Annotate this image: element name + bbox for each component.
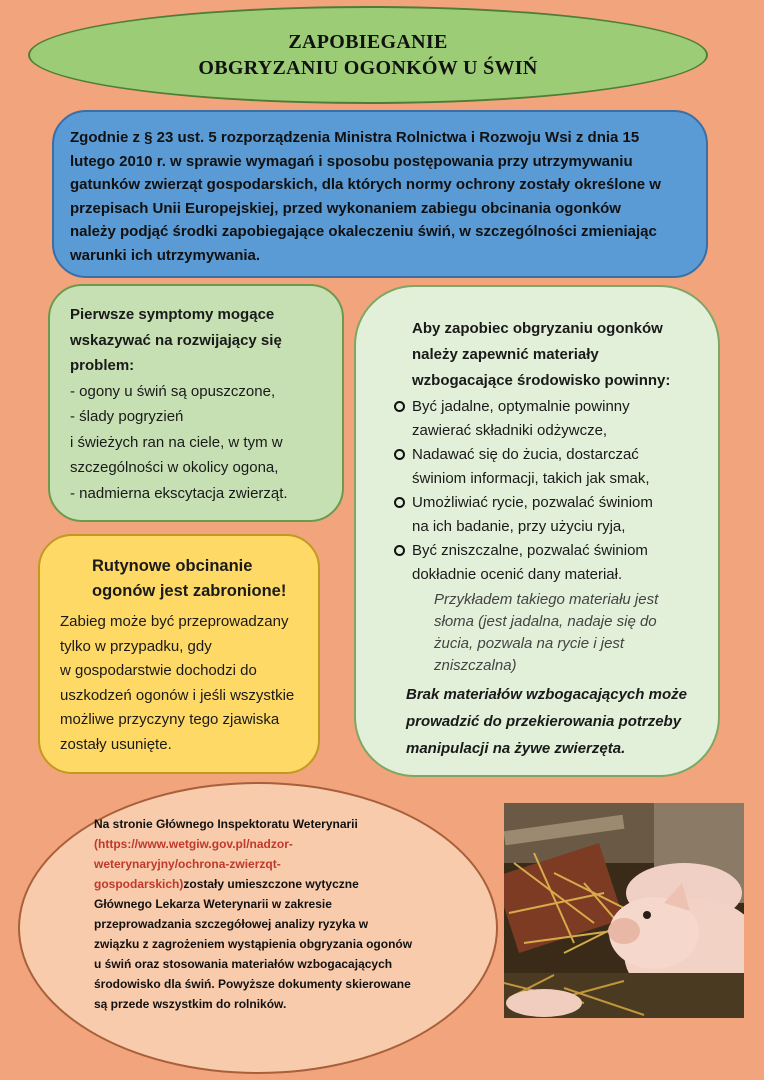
example-line: żucia, pozwala na rycie i jest: [434, 635, 625, 652]
info-line: przeprowadzania szczegółowej analizy ryzyka w: [94, 917, 369, 931]
wetgiw-link-line[interactable]: gospodarskich): [94, 877, 184, 891]
intro-line: gatunków zwierząt gospodarskich, dla których normy ochrony zostały określone w: [70, 176, 661, 193]
intro-line: przepisach Unii Europejskiej, przed wykonaniem zabiegu obcinania ogonków: [70, 199, 621, 217]
circle-bullet-icon: [394, 449, 405, 460]
symptoms-heading-line: problem:: [70, 357, 135, 374]
enrichment-item-line: zawierać składniki odżywcze,: [412, 422, 608, 439]
info-line: zostały umieszczone wytyczne: [183, 877, 359, 891]
example-line: słoma (jest jadalna, nadaje się do: [434, 613, 657, 630]
tail-docking-ban-box: [38, 534, 320, 774]
ban-line: zostały usunięte.: [60, 735, 172, 753]
symptoms-heading-line: Pierwsze symptomy mogące: [70, 306, 275, 323]
wetgiw-link-line[interactable]: (https://www.wetgiw.gov.pl/nadzor-: [94, 837, 293, 851]
enrichment-materials-box: [354, 285, 720, 777]
intro-line: należy podjąć środki zapobiegające okaleczeniu świń, w szczególności zmieniając: [70, 223, 657, 240]
conclusion-line: Brak materiałów wzbogacających może: [406, 686, 687, 703]
enrichment-item: [412, 395, 704, 443]
pig-with-straw-photo: [504, 803, 744, 1018]
page-title-line-2: OBGRYZANIU OGONKÓW U ŚWIŃ: [198, 57, 538, 79]
guidelines-info-ellipse: [18, 782, 498, 1074]
wetgiw-link-line[interactable]: weterynaryjny/ochrona-zwierzqt-: [94, 857, 281, 871]
ban-line: Zabieg może być przeprowadzany: [60, 613, 289, 630]
enrichment-item-line: Być jadalne, optymalnie powinny: [412, 398, 630, 415]
ban-line: tylko w przypadku, gdy: [60, 637, 212, 655]
page-title-line-1: ZAPOBIEGANIE: [288, 31, 448, 53]
symptom-line: - ogony u świń są opuszczone,: [70, 382, 276, 400]
example-line: Przykładem takiego materiału jest: [434, 591, 659, 608]
symptoms-box: [48, 284, 344, 522]
symptom-line: i świeżych ran na ciele, w tym w: [70, 433, 283, 451]
intro-line: Zgodnie z § 23 ust. 5 rozporządzenia Ministra Rolnictwa i Rozwoju Wsi z dnia 15: [70, 129, 640, 146]
straw-example: [412, 589, 704, 677]
circle-bullet-icon: [394, 497, 405, 508]
intro-line: lutego 2010 r. w sprawie wymagań i sposobu postępowania przy utrzymywaniu: [70, 152, 633, 170]
ban-line: możliwe przyczyny tego zjawiska: [60, 711, 280, 728]
enrichment-item-line: na ich badanie, przy użyciu ryja,: [412, 518, 626, 535]
info-line-with-link: [94, 874, 476, 894]
symptom-line: - nadmierna ekscytacja zwierząt.: [70, 484, 288, 502]
example-line: zniszczalna): [434, 657, 517, 674]
info-line: związku z zagrożeniem wystąpienia obgryzania ogonów: [94, 937, 413, 951]
ban-title: [60, 554, 306, 604]
enrichment-conclusion: [406, 681, 704, 762]
info-line: u świń oraz stosowania materiałów wzbogacających: [94, 957, 393, 971]
ban-line: w gospodarstwie dochodzi do: [60, 662, 257, 679]
enrichment-item-line: Umożliwiać rycie, pozwalać świniom: [412, 494, 653, 511]
ban-title-line: ogonów jest zabronione!: [92, 582, 287, 600]
intro-line: warunki ich utrzymywania.: [70, 246, 261, 264]
info-line: Na stronie Głównego Inspektoratu Weterynarii: [94, 817, 358, 831]
enrichment-heading-line: wzbogacające środowisko powinny:: [412, 372, 671, 389]
conclusion-line: manipulacji na żywe zwierzęta.: [406, 740, 626, 757]
regulation-intro-box: [52, 110, 708, 278]
symptoms-heading-line: wskazywać na rozwijający się: [70, 331, 282, 349]
enrichment-item: [412, 491, 704, 539]
ban-title-line: Rutynowe obcinanie: [92, 557, 253, 575]
enrichment-item-line: Nadawać się do żucia, dostarczać: [412, 446, 639, 463]
circle-bullet-icon: [394, 545, 405, 556]
enrichment-item: [412, 539, 704, 587]
ban-line: uszkodzeń ogonów i jeśli wszystkie: [60, 686, 295, 704]
symptom-line: - ślady pogryzień: [70, 408, 184, 425]
info-line: Głównego Lekarza Weterynarii w zakresie: [94, 897, 332, 911]
conclusion-line: prowadzić do przekierowania potrzeby: [406, 713, 682, 730]
enrichment-item: [412, 443, 704, 491]
pig-photo-illustration: [504, 803, 744, 1018]
symptom-line: szczególności w okolicy ogona,: [70, 459, 279, 476]
enrichment-item-line: dokładnie ocenić dany materiał.: [412, 566, 623, 583]
circle-bullet-icon: [394, 401, 405, 412]
info-line: środowisko dla świń. Powyższe dokumenty skierowane: [94, 977, 411, 991]
info-line: są przede wszystkim do rolników.: [94, 997, 287, 1011]
enrichment-item-line: świniom informacji, takich jak smak,: [412, 470, 650, 487]
enrichment-heading-line: należy zapewnić materiały: [412, 346, 599, 363]
enrichment-item-line: Być zniszczalne, pozwalać świniom: [412, 542, 648, 559]
title-banner: [28, 6, 708, 104]
enrichment-heading-line: Aby zapobiec obgryzaniu ogonków: [412, 320, 663, 337]
